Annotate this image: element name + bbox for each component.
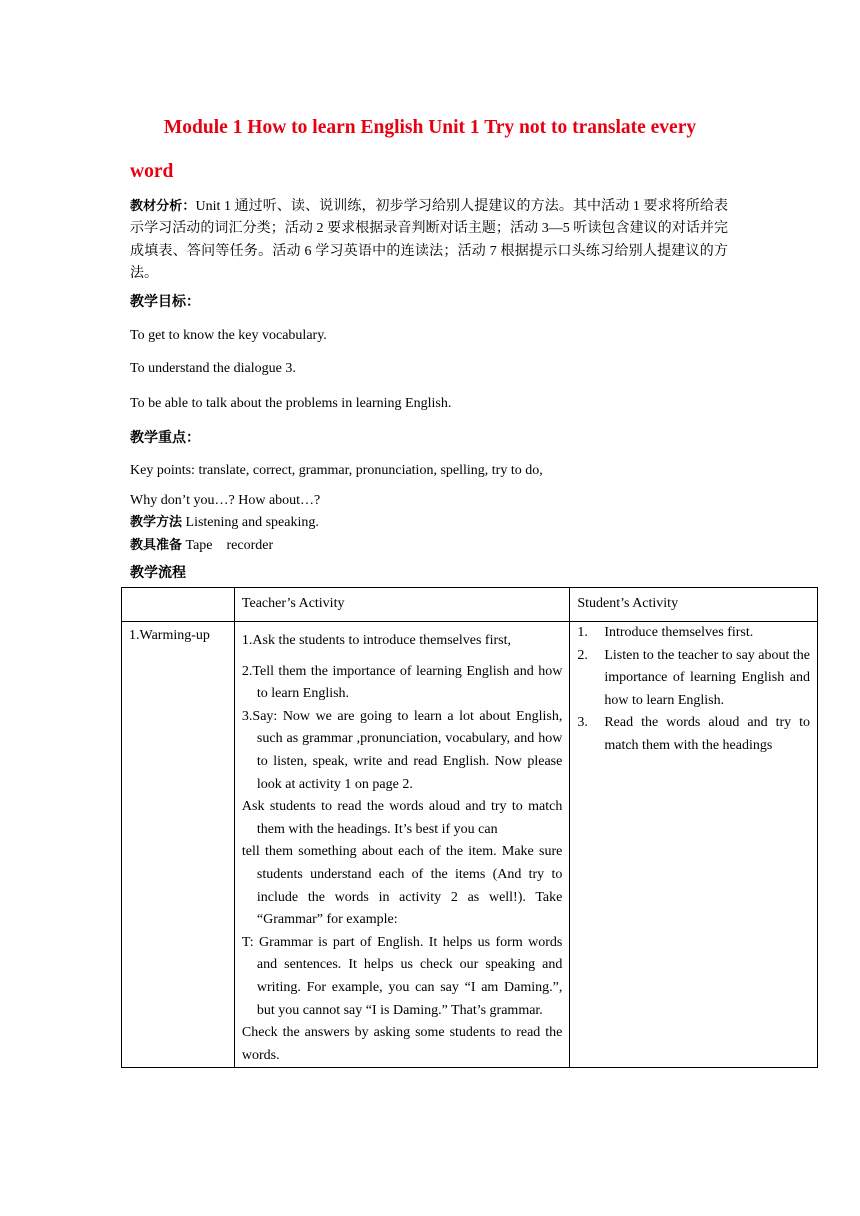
method-line xyxy=(130,513,319,533)
teacher-item-2: 2.Tell them the importance of learning English and how to learn English. xyxy=(241,663,563,702)
table-header-row xyxy=(122,588,818,622)
table-row xyxy=(122,622,818,1068)
list-item-text: Listen to the teacher to say about the importance of learning English and how to learn English. xyxy=(604,647,810,708)
teacher-item-7: Check the answers by asking some students to read the words. xyxy=(241,1025,563,1063)
list-item-number: 2. xyxy=(577,647,588,663)
analysis-paragraph xyxy=(130,196,728,285)
method-text: Listening and speaking. xyxy=(182,515,319,530)
method-label: 教学方法 xyxy=(130,515,183,530)
process-label: 教学流程 xyxy=(130,565,186,581)
header-student-cell: Student’s Activity xyxy=(570,588,818,622)
aids-text: Tape recorder xyxy=(182,538,274,553)
student-activity-cell xyxy=(570,622,818,1068)
key-points-label: 教学重点： xyxy=(130,430,200,446)
header-stage-cell xyxy=(122,588,235,622)
title-line-2: word xyxy=(130,161,174,182)
objective-item-3: To be able to talk about the problems in learning English. xyxy=(130,396,452,411)
document-title xyxy=(130,106,730,194)
list-item-text: Introduce themselves first. xyxy=(604,625,754,640)
list-item-number: 1. xyxy=(577,625,588,640)
list-item xyxy=(577,712,810,757)
objective-item-2: To understand the dialogue 3. xyxy=(130,361,296,376)
analysis-label: 教材分析： xyxy=(130,199,196,214)
objective-item-1: To get to know the key vocabulary. xyxy=(130,328,327,343)
key-points-line-2: Why don’t you…? How about…? xyxy=(130,493,321,508)
teacher-item-5: tell them something about each of the item. Make sure students understand each of the items (And try to include the words in activity 2 as well!). Take “Grammar” for example: xyxy=(241,844,563,928)
teacher-item-1: 1.Ask the students to introduce themselves first, xyxy=(241,633,511,648)
teaching-process-table xyxy=(121,587,818,1068)
list-item xyxy=(577,622,810,645)
list-item xyxy=(577,645,810,713)
teacher-item-6: T: Grammar is part of English. It helps us form words and sentences. It helps us check our speaking and writing. For example, you can say “I am Daming.”, but you cannot say “I is Daming.” That’s grammar. xyxy=(241,934,563,1018)
list-item-text: Read the words aloud and try to match them with the headings xyxy=(604,715,810,753)
list-item-number: 3. xyxy=(577,715,588,731)
teacher-item-3: 3.Say: Now we are going to learn a lot about English, such as grammar ,pronunciation, vocabulary, and how to listen, speak, write and read English. Now please look at activity 1 on page 2. xyxy=(241,708,563,792)
aids-line xyxy=(130,536,273,556)
student-activity-list xyxy=(577,622,810,758)
header-teacher-cell: Teacher’s Activity xyxy=(234,588,569,622)
teacher-item-4: Ask students to read the words aloud and try to match them with the headings. It’s best if you can xyxy=(241,799,563,837)
key-points-line-1: Key points: translate, correct, grammar, pronunciation, spelling, try to do, xyxy=(130,463,543,478)
aids-label: 教具准备 xyxy=(130,538,183,553)
stage-cell: 1.Warming-up xyxy=(122,622,235,1068)
teacher-activity-cell xyxy=(234,622,569,1068)
objectives-label: 教学目标： xyxy=(130,294,200,310)
title-line-1: Module 1 How to learn English Unit 1 Try not to translate every xyxy=(163,117,697,138)
analysis-text: Unit 1 通过听、读、说训练，初步学习给别人提建议的方法。其中活动 1 要求将所给表示学习活动的词汇分类；活动 2 要求根据录音判断对话主题；活动 3—5 听读包含建议的对话并完成填表、答问等任务。活动 6 学习英语中的连读法；活动 7 根据提示口头练习给别人提建议的方法。 xyxy=(130,199,728,281)
